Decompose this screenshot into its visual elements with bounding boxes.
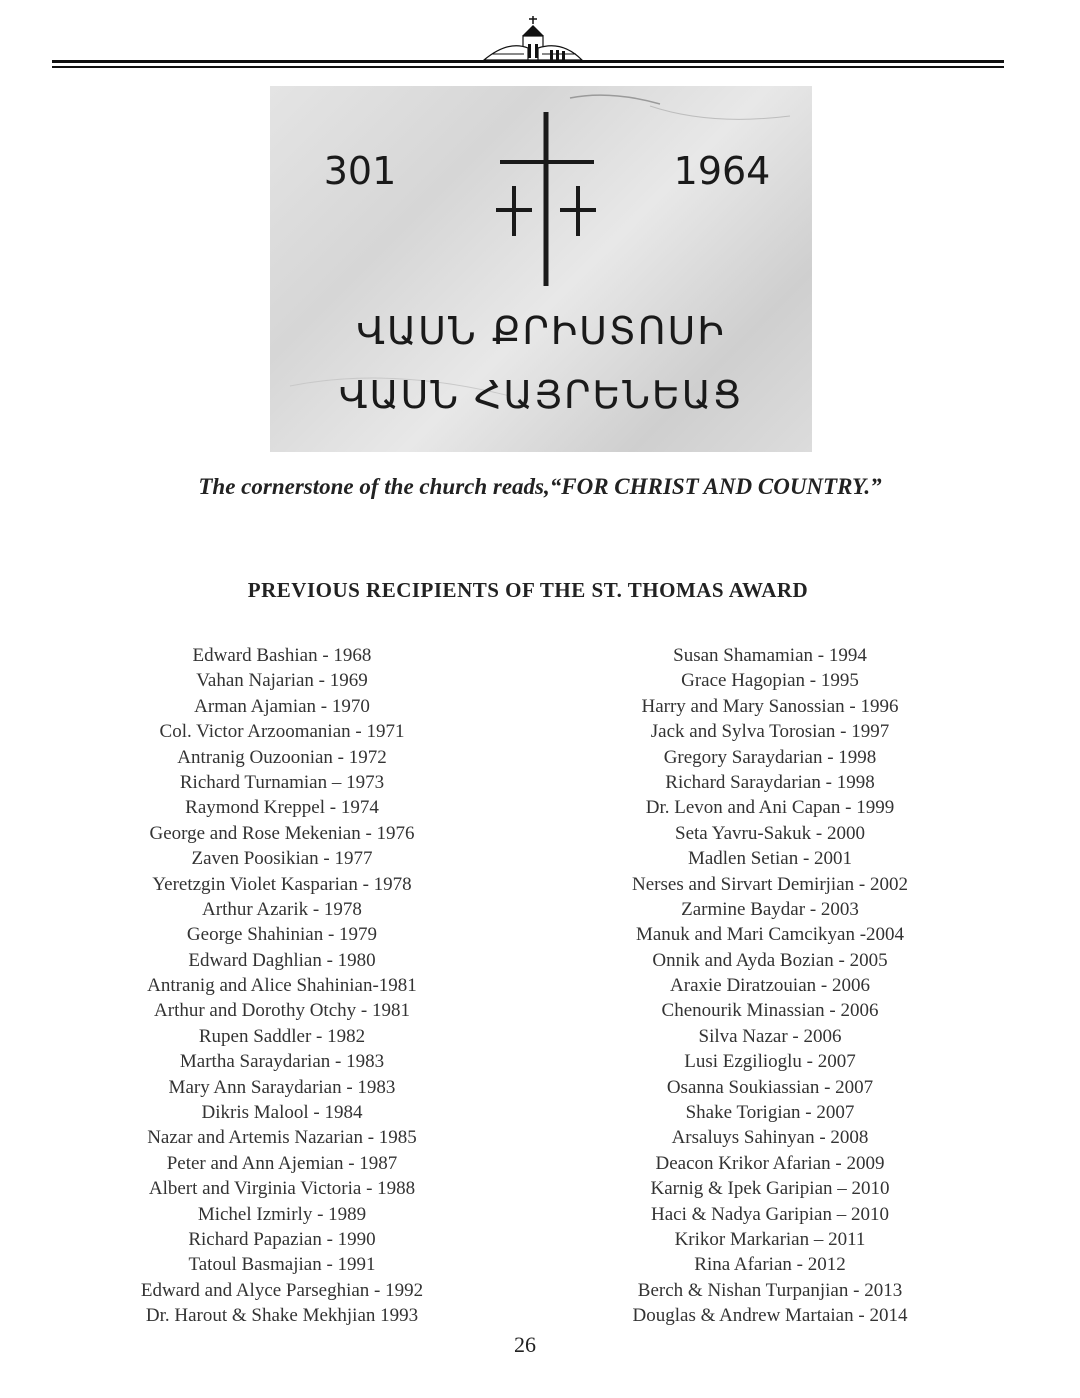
recipient-entry: Edward Daghlian - 1980 <box>188 949 376 971</box>
recipient-entry: Dikris Malool - 1984 <box>201 1102 363 1124</box>
cornerstone-year-right: 1964 <box>673 149 771 193</box>
recipient-entry: Vahan Najarian - 1969 <box>196 670 368 692</box>
recipient-entry: Araxie Diratzouian - 2006 <box>670 975 870 997</box>
recipient-entry: Silva Nazar - 2006 <box>698 1025 842 1047</box>
recipient-entry: Karnig & Ipek Garipian – 2010 <box>650 1178 890 1200</box>
cornerstone-photo <box>270 86 812 452</box>
recipient-entry: Col. Victor Arzoomanian - 1971 <box>159 721 405 743</box>
church-building-icon <box>478 14 588 64</box>
recipient-entry: Madlen Setian - 2001 <box>687 848 853 870</box>
recipient-entry: Peter and Ann Ajemian - 1987 <box>166 1152 398 1174</box>
recipient-entry: Zarmine Baydar - 2003 <box>681 898 859 920</box>
header-rule-thick <box>52 60 1004 63</box>
recipient-entry: Arman Ajamian - 1970 <box>194 695 370 717</box>
recipient-entry: Albert and Virginia Victoria - 1988 <box>148 1178 416 1200</box>
recipient-entry: Arthur and Dorothy Otchy - 1981 <box>154 1000 410 1022</box>
recipient-entry: Gregory Saraydarian - 1998 <box>663 746 877 768</box>
recipient-entry: Antranig Ouzoonian - 1972 <box>177 746 387 768</box>
recipient-entry: Rina Afarian - 2012 <box>694 1254 846 1276</box>
recipient-entry: Krikor Markarian – 2011 <box>674 1228 866 1250</box>
cornerstone-inscription-line2: ՎԱՍՆ ՀԱՅՐԵՆԵԱՑ <box>338 373 744 417</box>
recipient-entry: Onnik and Ayda Bozian - 2005 <box>652 949 888 971</box>
recipient-entry: George Shahinian - 1979 <box>186 924 378 946</box>
recipient-entry: Manuk and Mari Camcikyan -2004 <box>635 924 905 946</box>
recipient-entry: Osanna Soukiassian - 2007 <box>666 1076 874 1098</box>
recipient-entry: Arsaluys Sahinyan - 2008 <box>671 1127 869 1149</box>
recipient-entry: Dr. Harout & Shake Mekhjian 1993 <box>145 1305 419 1327</box>
recipient-entry: Susan Shamamian - 1994 <box>673 645 867 666</box>
page-number: 26 <box>514 1332 536 1357</box>
recipient-entry: Seta Yavru-Sakuk - 2000 <box>675 822 865 844</box>
cornerstone-inscription-line1: ՎԱՍՆ ՔՐԻՍՏՈՍԻ <box>356 309 726 353</box>
recipients-list-right <box>596 643 944 1329</box>
recipient-entry: Nerses and Sirvart Demirjian - 2002 <box>632 873 908 895</box>
cornerstone-year-left: 301 <box>323 149 397 193</box>
recipient-entry: George and Rose Mekenian - 1976 <box>149 822 415 844</box>
recipient-entry: Arthur Azarik - 1978 <box>202 898 362 920</box>
recipient-entry: Dr. Levon and Ani Capan - 1999 <box>645 797 895 819</box>
cross-carving-icon <box>496 112 596 286</box>
recipient-entry: Jack and Sylva Torosian - 1997 <box>650 721 890 743</box>
recipient-entry: Lusi Ezgilioglu - 2007 <box>684 1051 856 1073</box>
recipient-entry: Richard Saraydarian - 1998 <box>665 771 875 793</box>
recipient-entry: Chenourik Minassian - 2006 <box>661 1000 879 1022</box>
recipient-entry: Richard Turnamian – 1973 <box>179 771 385 793</box>
recipient-entry: Deacon Krikor Afarian - 2009 <box>655 1152 885 1174</box>
recipient-entry: Rupen Saddler - 1982 <box>198 1025 366 1047</box>
section-title: PREVIOUS RECIPIENTS OF THE ST. THOMAS AWARD <box>247 578 809 602</box>
header-rule-thin <box>52 66 1004 68</box>
recipient-entry: Berch & Nishan Turpanjian - 2013 <box>637 1279 903 1301</box>
recipient-entry: Harry and Mary Sanossian - 1996 <box>641 695 899 717</box>
recipient-entry: Edward and Alyce Parseghian - 1992 <box>140 1279 424 1301</box>
recipient-entry: Martha Saraydarian - 1983 <box>179 1051 385 1073</box>
recipient-entry: Shake Torigian - 2007 <box>685 1102 855 1124</box>
recipient-entry: Yeretzgin Violet Kasparian - 1978 <box>152 873 412 895</box>
recipient-entry: Haci & Nadya Garipian – 2010 <box>651 1203 889 1225</box>
recipient-entry: Michel Izmirly - 1989 <box>197 1203 367 1225</box>
recipients-list-left <box>112 643 452 1329</box>
recipient-entry: Richard Papazian - 1990 <box>188 1228 376 1250</box>
recipient-entry: Edward Bashian - 1968 <box>192 645 372 666</box>
recipient-entry: Tatoul Basmajian - 1991 <box>188 1254 376 1276</box>
photo-caption: The cornerstone of the church reads,“FOR CHRIST AND COUNTRY.” <box>198 474 882 499</box>
recipient-entry: Grace Hagopian - 1995 <box>681 670 859 692</box>
recipient-entry: Mary Ann Saraydarian - 1983 <box>168 1076 396 1098</box>
recipient-entry: Antranig and Alice Shahinian-1981 <box>147 975 417 997</box>
recipient-entry: Zaven Poosikian - 1977 <box>191 848 373 870</box>
recipient-entry: Douglas & Andrew Martaian - 2014 <box>632 1305 908 1327</box>
recipient-entry: Raymond Kreppel - 1974 <box>185 797 379 819</box>
recipient-entry: Nazar and Artemis Nazarian - 1985 <box>147 1127 417 1149</box>
